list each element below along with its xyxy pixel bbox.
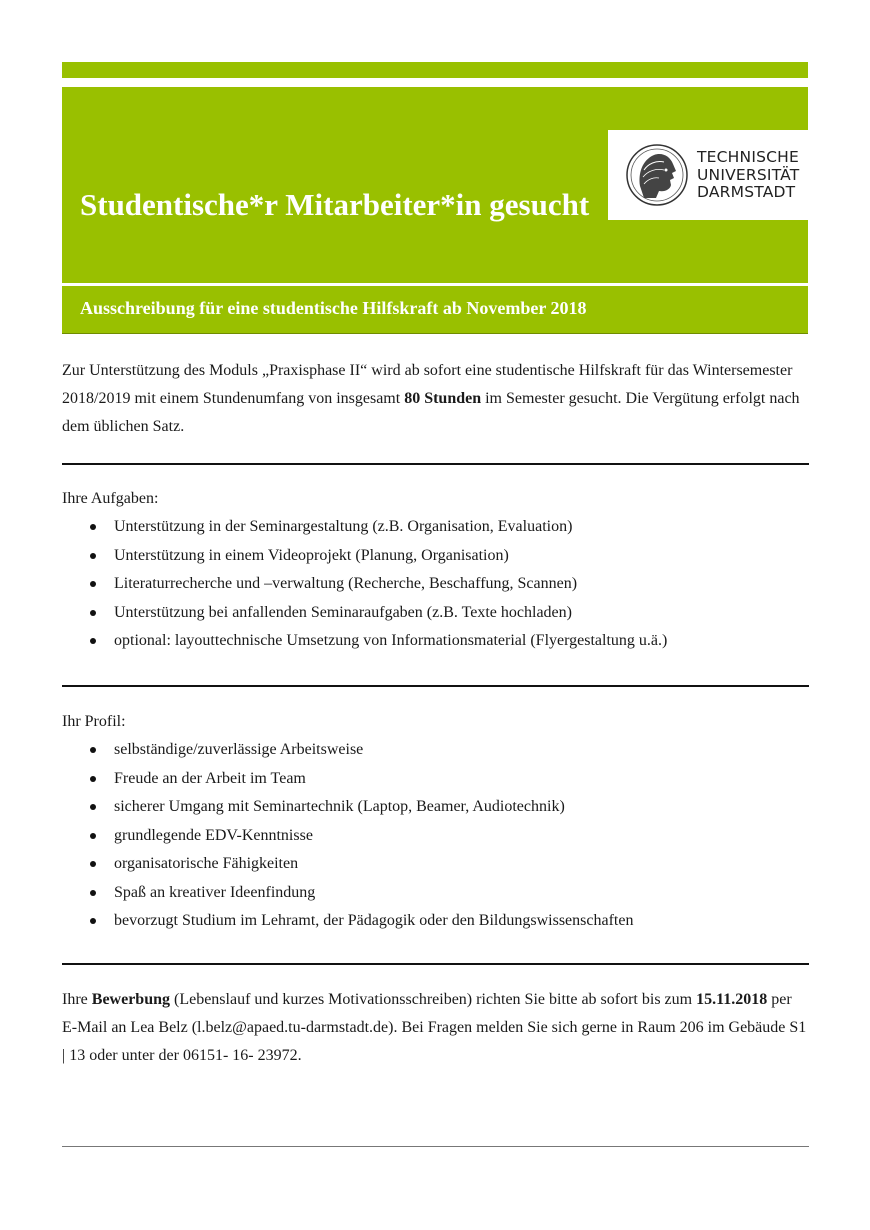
subtitle-banner (62, 286, 808, 334)
list-item: organisatorische Fähigkeiten (114, 850, 808, 879)
tasks-list (62, 513, 808, 656)
logo-line-1: TECHNISCHE (697, 148, 800, 166)
page-subtitle: Ausschreibung für eine studentische Hilfskraft ab November 2018 (80, 298, 587, 318)
list-item: Unterstützung bei anfallenden Seminaraufgaben (z.B. Texte hochladen) (114, 599, 808, 628)
list-item: selbständige/zuverlässige Arbeitsweise (114, 736, 808, 765)
logo-line-3: DARMSTADT (697, 183, 796, 201)
list-item: optional: layouttechnische Umsetzung von Informationsmaterial (Flyergestaltung u.ä.) (114, 627, 808, 656)
profile-heading: Ihr Profil: (62, 713, 126, 730)
header-banner (62, 87, 808, 283)
application-text (62, 986, 808, 1070)
intro-hours: 80 Stunden (404, 390, 482, 407)
footer-divider (62, 1146, 809, 1147)
university-logo (608, 130, 808, 220)
application-text-part-1: Ihre (62, 991, 92, 1008)
intro-section (62, 357, 808, 441)
intro-text-part-2: im Semester gesucht. Die Vergütung erfolgt nach dem üblichen Satz. (62, 390, 800, 435)
section-divider (62, 963, 809, 965)
intro-text (62, 357, 808, 441)
section-divider (62, 463, 809, 465)
list-item: grundlegende EDV-Kenntnisse (114, 822, 808, 851)
application-deadline: 15.11.2018 (696, 991, 768, 1008)
list-item: Literaturrecherche und –verwaltung (Recherche, Beschaffung, Scannen) (114, 570, 808, 599)
application-keyword: Bewerbung (91, 991, 170, 1008)
application-text-part-3: per E-Mail an Lea Belz (l.belz@apaed.tu-darmstadt.de). Bei Fragen melden Sie sich gerne in Raum 206 im Gebäude S1 | 13 oder unter der 06151- 16- 23972. (62, 991, 807, 1064)
top-accent-bar (62, 62, 808, 78)
application-text-part-2: (Lebenslauf und kurzes Motivationsschreiben) richten Sie bitte ab sofort bis zum (170, 991, 697, 1008)
page-title: Studentische*r Mitarbeiter*in gesucht (80, 187, 590, 222)
intro-text-part-1: Zur Unterstützung des Moduls „Praxisphase II“ wird ab sofort eine studentische Hilfskraft für das Wintersemester 2018/2019 mit einem Stundenumfang von insgesamt (62, 362, 793, 407)
list-item: Freude an der Arbeit im Team (114, 765, 808, 794)
logo-line-2: UNIVERSITÄT (697, 165, 800, 184)
profile-section (62, 708, 808, 936)
athena-head-icon (626, 140, 688, 210)
tasks-heading: Ihre Aufgaben: (62, 490, 159, 507)
list-item: Unterstützung in einem Videoprojekt (Planung, Organisation) (114, 542, 808, 571)
university-name (697, 149, 799, 202)
tasks-section (62, 485, 808, 656)
profile-list (62, 736, 808, 936)
list-item: sicherer Umgang mit Seminartechnik (Laptop, Beamer, Audiotechnik) (114, 793, 808, 822)
list-item: Unterstützung in der Seminargestaltung (z.B. Organisation, Evaluation) (114, 513, 808, 542)
application-section (62, 986, 808, 1070)
section-divider (62, 685, 809, 687)
list-item: Spaß an kreativer Ideenfindung (114, 879, 808, 908)
list-item: bevorzugt Studium im Lehramt, der Pädagogik oder den Bildungswissenschaften (114, 907, 808, 936)
